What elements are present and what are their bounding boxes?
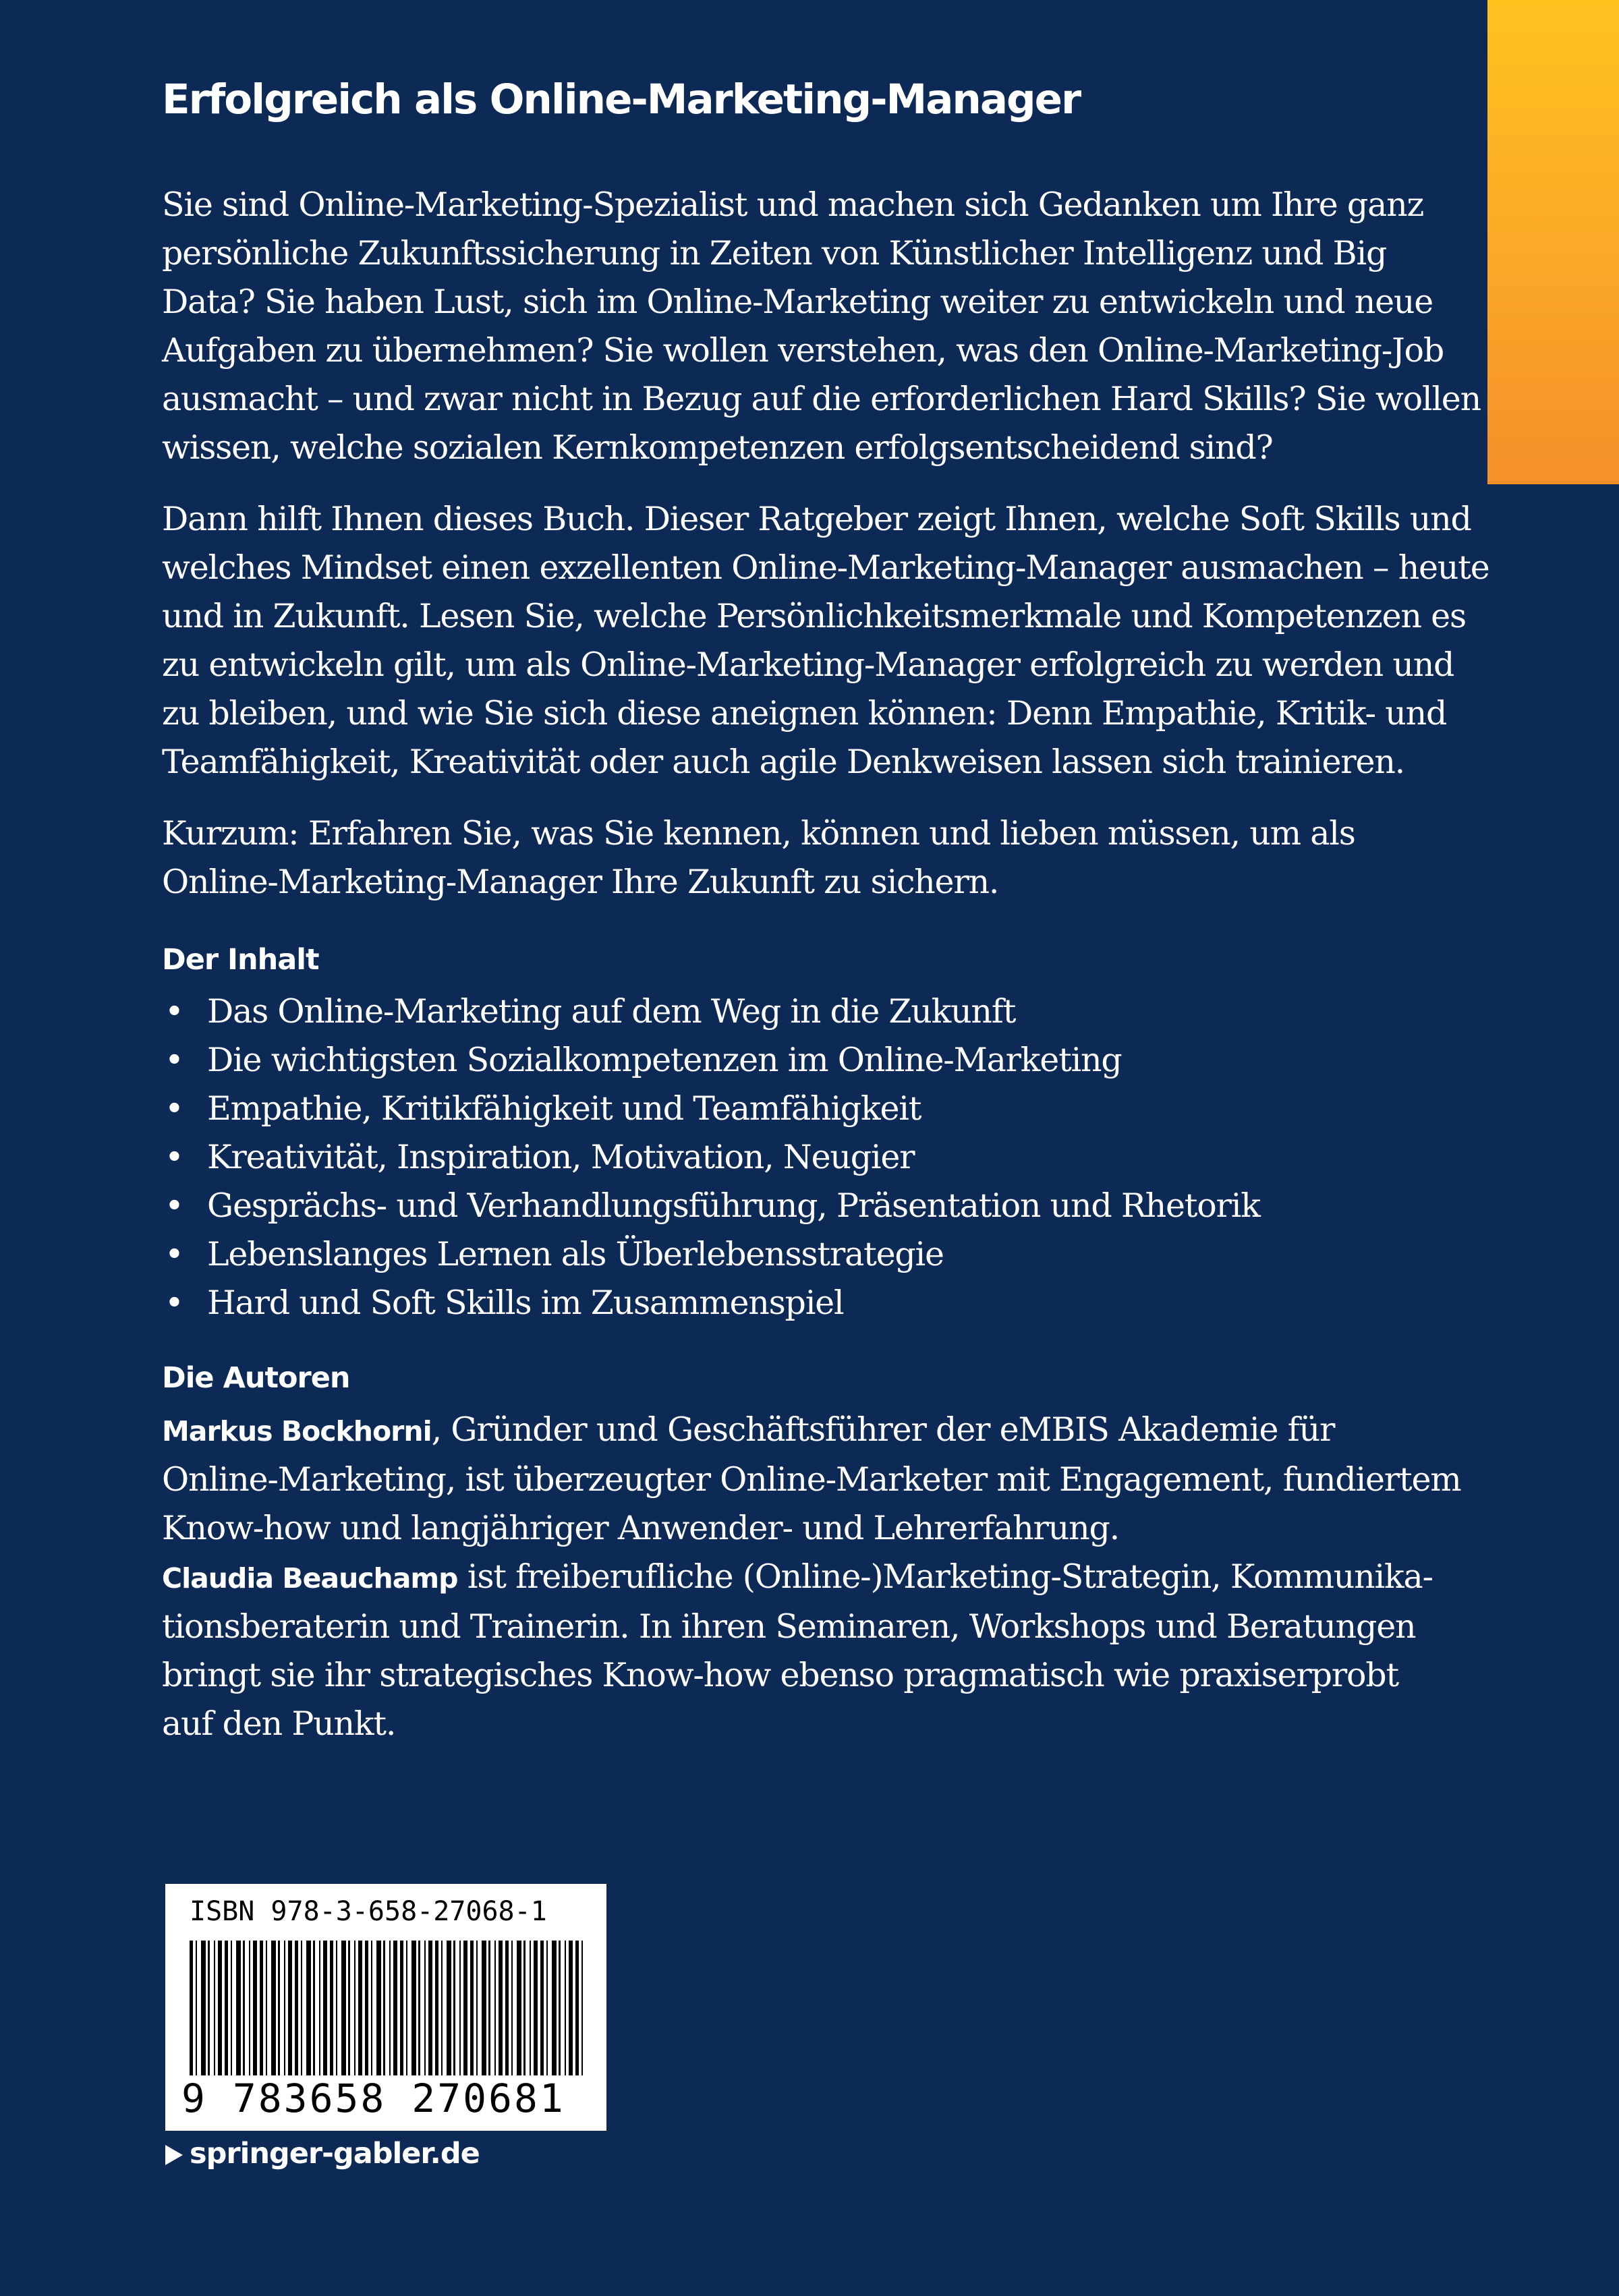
bullet-icon: • xyxy=(165,1235,183,1273)
text-line: Data? Sie haben Lust, sich im Online-Marketing weiter zu entwickeln und neue xyxy=(162,283,1433,321)
text-line: Online-Marketing, ist überzeugter Online-Marketer mit Engagement, fundiertem xyxy=(162,1460,1461,1499)
authors-heading: Die Autoren xyxy=(162,1361,350,1395)
bullet-icon: • xyxy=(165,1284,183,1322)
website-label: springer-gabler.de xyxy=(190,2137,480,2171)
text-line: zu entwickeln gilt, um als Online-Marketing-Manager erfolgreich zu werden und xyxy=(162,645,1454,684)
authors-bio xyxy=(162,1406,1461,1748)
bullet-icon: • xyxy=(165,1138,183,1176)
text-line: persönliche Zukunftssicherung in Zeiten von Künstlicher Intelligenz und Big xyxy=(162,234,1387,272)
list-item xyxy=(162,1230,1260,1279)
text-line: Teamfähigkeit, Kreativität oder auch agile Denkweisen lassen sich trainieren. xyxy=(162,743,1405,781)
arrow-right-icon xyxy=(165,2145,183,2165)
list-item xyxy=(162,1133,1260,1182)
isbn-barcode xyxy=(165,1884,606,2131)
contents-heading: Der Inhalt xyxy=(162,943,319,977)
author-bio-text: , Gründer und Geschäftsführer der eMBIS Akademie für xyxy=(431,1410,1335,1449)
list-item-label: Kreativität, Inspiration, Motivation, Neugier xyxy=(207,1138,915,1176)
list-item xyxy=(162,1085,1260,1133)
book-title: Erfolgreich als Online-Marketing-Manager xyxy=(162,76,1081,123)
text-line: Sie sind Online-Marketing-Spezialist und machen sich Gedanken um Ihre ganz xyxy=(162,185,1424,224)
list-item-label: Hard und Soft Skills im Zusammenspiel xyxy=(207,1284,844,1322)
list-item xyxy=(162,1182,1260,1230)
contents-list xyxy=(162,987,1260,1327)
bullet-icon: • xyxy=(165,1186,183,1225)
text-line: und in Zukunft. Lesen Sie, welche Persönlichkeitsmerkmale und Kompetenzen es xyxy=(162,597,1466,635)
text-line xyxy=(162,1553,1433,1603)
text-line: auf den Punkt. xyxy=(162,1704,396,1743)
list-item-label: Gesprächs- und Verhandlungsführung, Präsentation und Rhetorik xyxy=(207,1186,1260,1225)
intro-paragraph xyxy=(162,181,1481,472)
text-line: Know-how und langjähriger Anwender- und Lehrerfahrung. xyxy=(162,1509,1119,1547)
list-item-label: Das Online-Marketing auf dem Weg in die Zukunft xyxy=(207,992,1016,1031)
list-item xyxy=(162,1279,1260,1327)
description-paragraph xyxy=(162,495,1489,786)
text-line: bringt sie ihr strategisches Know-how ebenso pragmatisch wie praxiserprobt xyxy=(162,1656,1398,1694)
text-line: Online-Marketing-Manager Ihre Zukunft zu sichern. xyxy=(162,863,999,901)
text-line: welches Mindset einen exzellenten Online-Marketing-Manager ausmachen – heute xyxy=(162,548,1489,587)
text-line xyxy=(162,1406,1396,1456)
orange-accent-tab xyxy=(1487,0,1619,484)
isbn-label: ISBN 978-3-658-27068-1 xyxy=(190,1896,547,1927)
text-line: tionsberaterin und Trainerin. In ihren Seminaren, Workshops und Beratungen xyxy=(162,1607,1416,1646)
summary-paragraph xyxy=(162,809,1396,907)
list-item-label: Lebenslanges Lernen als Überlebensstrategie xyxy=(207,1235,944,1273)
text-line: wissen, welche sozialen Kernkompetenzen erfolgsentscheidend sind? xyxy=(162,428,1273,467)
text-line: Kurzum: Erfahren Sie, was Sie kennen, können und lieben müssen, um als xyxy=(162,814,1355,853)
author-name: Claudia Beauchamp xyxy=(162,1562,458,1595)
barcode-bars xyxy=(190,1941,585,2075)
list-item-label: Die wichtigsten Sozialkompetenzen im Online-Marketing xyxy=(207,1041,1122,1079)
author-name: Markus Bockhorni xyxy=(162,1415,432,1447)
barcode-number: 9 783658 270681 xyxy=(181,2075,565,2121)
publisher-website[interactable] xyxy=(165,2137,480,2171)
author-bio-text: ist freiberufliche (Online-)Marketing-Strategin, Kommunika- xyxy=(457,1557,1433,1596)
text-line: ausmacht – und zwar nicht in Bezug auf die erforderlichen Hard Skills? Sie wollen xyxy=(162,380,1481,418)
text-line: Aufgaben zu übernehmen? Sie wollen verstehen, was den Online-Marketing-Job xyxy=(162,331,1444,370)
text-line: Dann hilft Ihnen dieses Buch. Dieser Ratgeber zeigt Ihnen, welche Soft Skills und xyxy=(162,500,1471,538)
bullet-icon: • xyxy=(165,992,183,1031)
text-line: zu bleiben, und wie Sie sich diese aneignen können: Denn Empathie, Kritik- und xyxy=(162,694,1447,733)
list-item-label: Empathie, Kritikfähigkeit und Teamfähigkeit xyxy=(207,1089,921,1128)
list-item xyxy=(162,1036,1260,1085)
bullet-icon: • xyxy=(165,1041,183,1079)
list-item xyxy=(162,987,1260,1036)
bullet-icon: • xyxy=(165,1089,183,1128)
